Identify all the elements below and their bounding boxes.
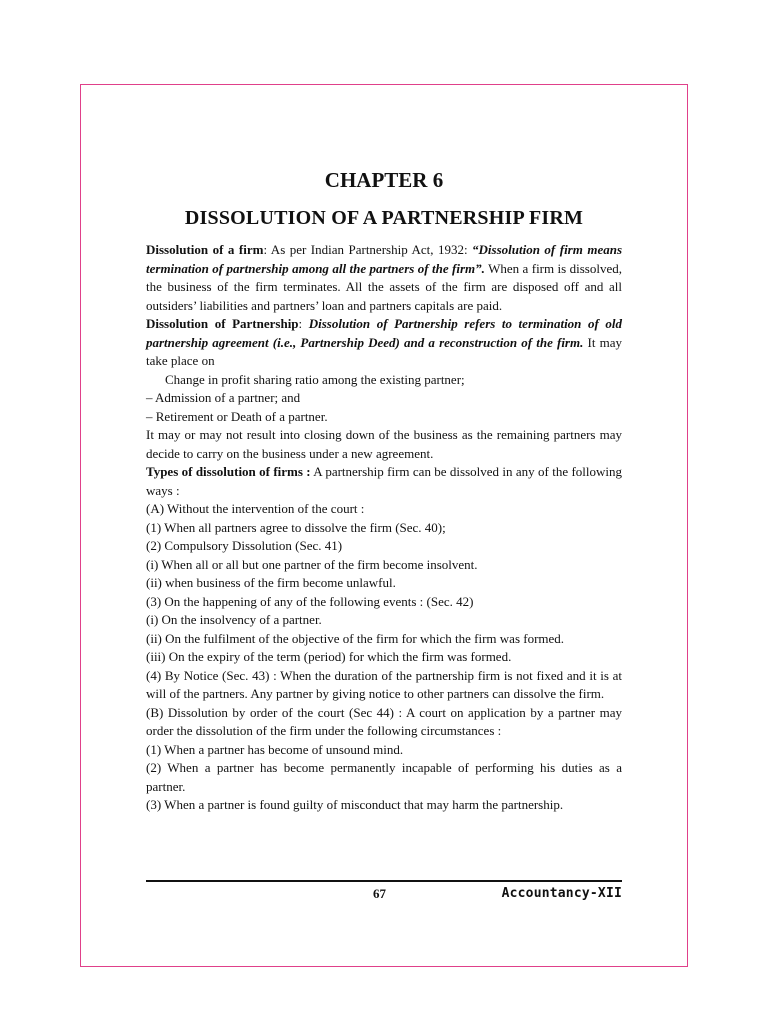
- dissolution-of-firm-rest: When a firm is dissolved, the business of the firm terminates. All the assets of the firm are disposed off and all outsiders’ liabilities and partners’ loan and partners capitals are paid.: [146, 260, 622, 313]
- list-item: (ii) On the fulfilment of the objective of the firm for which the firm was formed.: [146, 630, 565, 646]
- types-of-dissolution-rest: A partnership firm can be dissolved in any of the following ways :: [146, 464, 622, 498]
- paragraph-dissolution-of-partnership: [146, 315, 622, 371]
- list-item: (3) On the happening of any of the following events : (Sec. 42): [146, 593, 474, 609]
- body-text: [146, 241, 622, 815]
- list-item: (1) When all partners agree to dissolve the firm (Sec. 40);: [146, 519, 446, 535]
- page-content: [146, 168, 622, 815]
- list-item: (i) On the insolvency of a partner.: [146, 612, 322, 627]
- list-item: (2) Compulsory Dissolution (Sec. 41): [146, 538, 343, 553]
- list-item: (B) Dissolution by order of the court (Sec 44) : A court on application by a partner may order the dissolution of the firm under the following circumstances :: [146, 704, 622, 738]
- page-number: 67: [373, 886, 386, 901]
- list-item: (iii) On the expiry of the term (period) for which the firm was formed.: [146, 649, 512, 664]
- list-item: (1) When a partner has become of unsound mind.: [146, 741, 404, 757]
- list-item: Change in profit sharing ratio among the existing partner;: [165, 371, 465, 387]
- dissolution-of-partnership-rest: It may take place on: [146, 334, 622, 368]
- paragraph-types-of-dissolution: [146, 463, 622, 500]
- list-item: – Admission of a partner; and: [146, 390, 301, 405]
- list-item: (2) When a partner has become permanently incapable of performing his duties as a partner.: [146, 760, 622, 794]
- dissolution-of-partnership-definition: Dissolution of Partnership refers to termination of old partnership agreement (i.e., Partnership Deed) and a reconstruction of the firm.: [146, 316, 622, 350]
- list-item: (4) By Notice (Sec. 43) : When the duration of the partnership firm is not fixed and it is at will of the partners. Any partner by giving notice to other partners can dissolve the firm.: [146, 667, 622, 701]
- dissolution-of-firm-intro: : As per Indian Partnership Act, 1932:: [263, 242, 473, 257]
- list-item: (A) Without the intervention of the court :: [146, 501, 365, 516]
- list-item: (3) When a partner is found guilty of misconduct that may harm the partnership.: [146, 797, 564, 812]
- footer-rule: [146, 880, 622, 882]
- heading-types-of-dissolution: Types of dissolution of firms :: [146, 464, 311, 479]
- dissolution-of-firm-quote: “Dissolution of firm means termination of partnership among all the partners of the firm”.: [146, 242, 623, 276]
- chapter-label: CHAPTER 6: [324, 168, 444, 192]
- paragraph-dissolution-of-firm: [146, 241, 622, 315]
- list-item: (i) When all or all but one partner of the firm become insolvent.: [146, 556, 478, 572]
- dissolution-of-partnership-sep: :: [298, 316, 309, 331]
- heading-dissolution-of-partnership: Dissolution of Partnership: [146, 316, 299, 331]
- chapter-title: DISSOLUTION OF A PARTNERSHIP FIRM: [184, 207, 584, 229]
- list-item: (ii) when business of the firm become unlawful.: [146, 575, 396, 590]
- heading-dissolution-of-firm: Dissolution of a firm: [146, 242, 264, 257]
- footer-book-title: Accountancy-XII: [501, 886, 622, 901]
- list-item: – Retirement or Death of a partner.: [146, 408, 328, 424]
- paragraph-remaining-partners: It may or may not result into closing down of the business as the remaining partners may decide to carry on the business under a new agreement.: [146, 427, 622, 461]
